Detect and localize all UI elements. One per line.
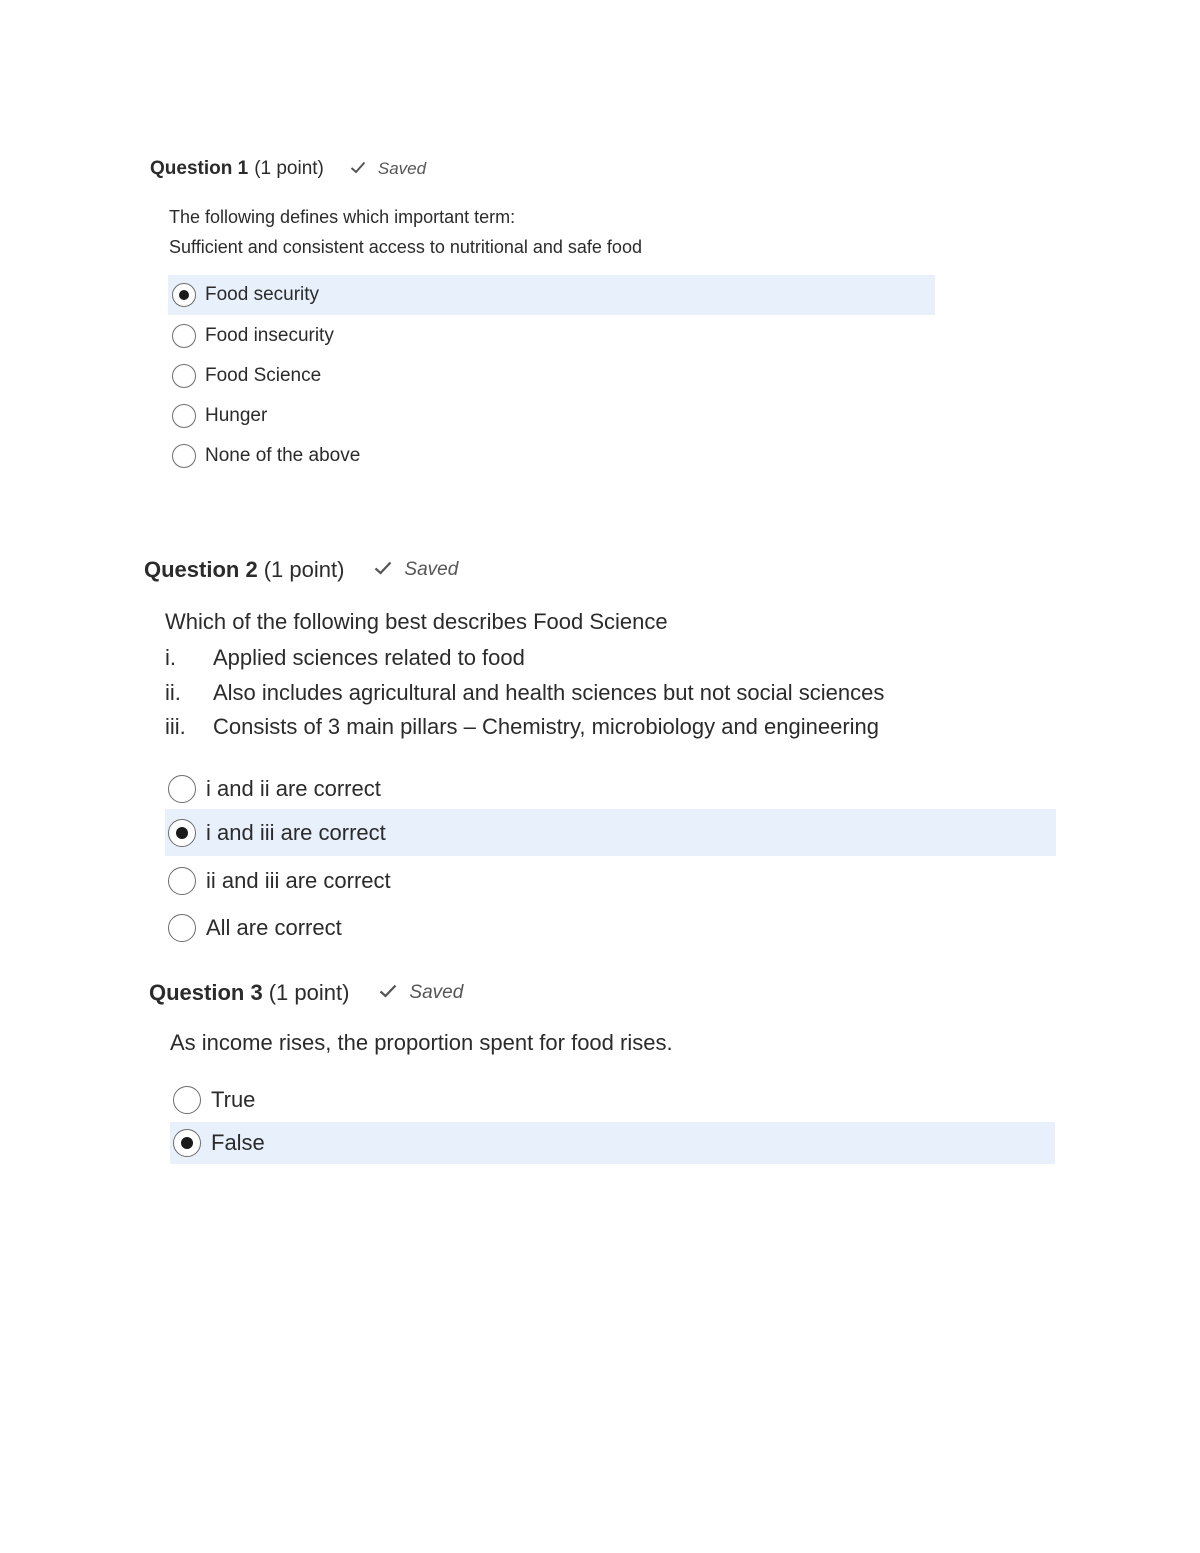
question-points: (1 point) [254,158,324,179]
radio-button-checked[interactable] [172,283,196,307]
radio-dot [181,1137,193,1149]
question-title: Question 1 [150,158,249,179]
prompt-line: The following defines which important term: [169,207,516,227]
option-label: i and iii are correct [206,819,386,845]
radio-dot [176,827,188,839]
saved-status [374,559,458,581]
list-number: iii. [165,714,186,739]
option-hunger[interactable] [168,396,935,436]
check-icon [374,559,392,581]
option-none-of-the-above[interactable] [168,436,935,476]
option-food-security[interactable] [168,275,935,315]
radio-button[interactable] [172,404,196,428]
list-item [165,641,884,676]
question-header [150,158,426,180]
radio-button[interactable] [173,1086,201,1114]
saved-label: Saved [404,559,459,580]
radio-button[interactable] [172,364,196,388]
radio-button-checked[interactable] [168,819,196,847]
option-all-correct[interactable] [165,904,1056,951]
radio-dot [179,290,189,300]
check-icon [379,982,397,1004]
question-title: Question 3 [149,980,263,1005]
option-label: ii and iii are correct [206,867,391,893]
radio-button-checked[interactable] [173,1129,201,1157]
prompt-line: Sufficient and consistent access to nutritional and safe food [169,237,642,257]
saved-label: Saved [409,982,464,1003]
statement-list [165,641,884,745]
list-number: ii. [165,679,181,705]
option-label: Food Science [205,365,322,386]
radio-button[interactable] [168,914,196,942]
list-text: Consists of 3 main pillars – Chemistry, microbiology and engineering [213,714,880,739]
question-points: (1 point) [263,557,345,582]
option-label: Hunger [205,405,268,426]
list-text: Applied sciences related to food [213,645,525,670]
saved-label: Saved [377,159,427,178]
option-label: All are correct [206,914,342,940]
question-prompt [169,202,642,262]
question-title: Question 2 [144,557,258,582]
option-true[interactable] [170,1079,1055,1121]
option-food-science[interactable] [168,356,935,396]
check-icon [350,159,366,179]
list-number: i. [165,645,176,670]
option-label: True [211,1087,256,1112]
option-i-and-iii[interactable] [165,809,1056,856]
option-i-and-ii[interactable] [165,765,1056,812]
option-label: i and ii are correct [206,775,381,801]
option-false[interactable] [170,1122,1055,1164]
option-label: Food insecurity [205,325,334,346]
question-points: (1 point) [268,980,350,1005]
list-text: Also includes agricultural and health sciences but not social sciences [213,679,885,705]
option-ii-and-iii[interactable] [165,857,1056,904]
list-item [165,710,884,745]
saved-status [379,982,463,1004]
list-item [165,676,884,711]
option-food-insecurity[interactable] [168,316,935,356]
option-label: Food security [205,284,320,305]
saved-status [350,159,426,179]
question-prompt: As income rises, the proportion spent for food rises. [170,1030,673,1055]
option-label: False [211,1130,265,1155]
question-prompt: Which of the following best describes Food Science [165,609,668,634]
question-header [149,980,463,1006]
radio-button[interactable] [172,444,196,468]
radio-button[interactable] [172,324,196,348]
radio-button[interactable] [168,867,196,895]
radio-button[interactable] [168,775,196,803]
option-label: None of the above [205,445,361,466]
question-header [144,557,458,583]
